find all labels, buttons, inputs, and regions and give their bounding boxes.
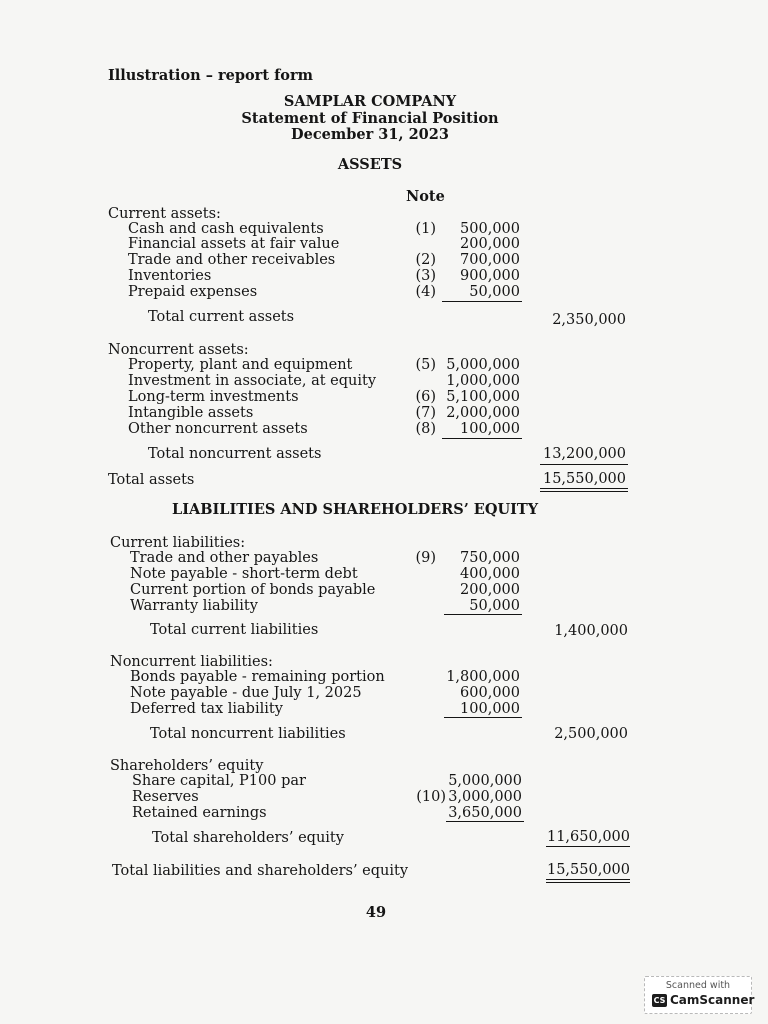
grand-total-amount: 15,550,000 <box>546 862 630 878</box>
line-item-amount: 3,650,000 <box>448 805 522 821</box>
line-item-label: Trade and other payables <box>130 550 319 566</box>
line-item-label: Investment in associate, at equity <box>128 373 377 389</box>
noncurrent-liabilities-heading: Noncurrent liabilities: <box>110 654 273 670</box>
subtotal-rule <box>446 821 524 822</box>
line-item-amount: 500,000 <box>460 221 520 237</box>
line-item-note: (2) <box>415 252 436 268</box>
line-item-label: Note payable - short-term debt <box>130 566 358 582</box>
line-item-amount: 200,000 <box>460 236 520 252</box>
camscanner-watermark <box>644 976 755 1014</box>
scanner-name: CamScanner <box>670 993 755 1007</box>
grand-total-label: Total liabilities and shareholders’ equity <box>112 863 409 879</box>
line-item-amount: 750,000 <box>460 550 520 566</box>
line-item-note: (1) <box>415 221 436 237</box>
total-assets-amount: 15,550,000 <box>542 471 626 487</box>
line-item-label: Warranty liability <box>130 598 258 614</box>
total-equity-amount: 11,650,000 <box>546 829 630 845</box>
line-item-note: (5) <box>415 357 436 373</box>
line-item-amount: 5,000,000 <box>446 357 520 373</box>
assets-section-title: ASSETS <box>337 156 403 173</box>
subtotal-rule <box>442 301 522 302</box>
line-item-amount: 100,000 <box>460 701 520 717</box>
illustration-label: Illustration – report form <box>108 67 313 84</box>
line-item-amount: 50,000 <box>469 598 520 614</box>
line-item-label: Current portion of bonds payable <box>130 582 376 598</box>
line-item-amount: 1,800,000 <box>446 669 520 685</box>
line-item-label: Long-term investments <box>128 389 299 405</box>
line-item-label: Trade and other receivables <box>128 252 336 268</box>
line-item-label: Deferred tax liability <box>130 701 283 717</box>
total-current-liabilities-label: Total current liabilities <box>150 622 319 638</box>
line-item-label: Financial assets at fair value <box>128 236 340 252</box>
line-item-note: (3) <box>415 268 436 284</box>
line-item-amount: 50,000 <box>469 284 520 300</box>
line-item-label: Prepaid expenses <box>128 284 258 300</box>
line-item-amount: 5,000,000 <box>448 773 522 789</box>
line-item-label: Note payable - due July 1, 2025 <box>130 685 362 701</box>
total-current-assets-amount: 2,350,000 <box>552 312 626 328</box>
line-item-note: (4) <box>415 284 436 300</box>
line-item-amount: 2,000,000 <box>446 405 520 421</box>
line-item-label: Other noncurrent assets <box>128 421 308 437</box>
page-number: 49 <box>365 904 387 921</box>
line-item-note: (7) <box>415 405 436 421</box>
line-item-label: Intangible assets <box>128 405 254 421</box>
note-column-header: Note <box>406 188 445 205</box>
total-equity-label: Total shareholders’ equity <box>152 830 344 846</box>
line-item-label: Reserves <box>132 789 199 805</box>
line-item-amount: 5,100,000 <box>446 389 520 405</box>
line-item-label: Property, plant and equipment <box>128 357 353 373</box>
subtotal-rule <box>444 717 522 718</box>
line-item-note: (8) <box>415 421 436 437</box>
total-rule <box>540 464 628 465</box>
scanner-caption: Scanned with <box>665 980 731 991</box>
noncurrent-assets-heading: Noncurrent assets: <box>108 342 249 358</box>
total-current-assets-label: Total current assets <box>148 309 295 325</box>
total-current-liabilities-amount: 1,400,000 <box>554 623 628 639</box>
liabilities-section-title: LIABILITIES AND SHAREHOLDERS’ EQUITY <box>172 501 539 518</box>
line-item-amount: 100,000 <box>460 421 520 437</box>
line-item-label: Share capital, P100 par <box>132 773 306 789</box>
line-item-amount: 900,000 <box>460 268 520 284</box>
statement-title: Statement of Financial Position <box>241 110 499 127</box>
line-item-amount: 600,000 <box>460 685 520 701</box>
line-item-note: (9) <box>415 550 436 566</box>
total-noncurrent-liabilities-label: Total noncurrent liabilities <box>150 726 346 742</box>
line-item-amount: 1,000,000 <box>446 373 520 389</box>
line-item-amount: 700,000 <box>460 252 520 268</box>
double-rule-bottom <box>540 491 628 492</box>
equity-heading: Shareholders’ equity <box>110 758 264 774</box>
total-rule <box>546 846 630 847</box>
line-item-note: (6) <box>415 389 436 405</box>
double-rule-bottom <box>546 882 630 883</box>
line-item-amount: 3,000,000 <box>448 789 522 805</box>
current-assets-heading: Current assets: <box>108 206 221 222</box>
line-item-amount: 400,000 <box>460 566 520 582</box>
double-rule-top <box>540 488 628 489</box>
line-item-amount: 200,000 <box>460 582 520 598</box>
line-item-label: Retained earnings <box>132 805 267 821</box>
subtotal-rule <box>444 614 522 615</box>
total-assets-label: Total assets <box>108 472 195 488</box>
line-item-label: Cash and cash equivalents <box>128 221 324 237</box>
double-rule-top <box>546 879 630 880</box>
current-liabilities-heading: Current liabilities: <box>110 535 246 551</box>
subtotal-rule <box>442 438 522 439</box>
total-noncurrent-assets-label: Total noncurrent assets <box>148 446 322 462</box>
company-name: SAMPLAR COMPANY <box>283 93 457 110</box>
line-item-label: Inventories <box>128 268 212 284</box>
total-noncurrent-assets-amount: 13,200,000 <box>542 446 626 462</box>
line-item-note: (10) <box>416 789 446 805</box>
total-noncurrent-liabilities-amount: 2,500,000 <box>554 726 628 742</box>
camscanner-logo-icon: CS <box>653 996 666 1005</box>
line-item-label: Bonds payable - remaining portion <box>130 669 385 685</box>
statement-date: December 31, 2023 <box>291 126 449 143</box>
